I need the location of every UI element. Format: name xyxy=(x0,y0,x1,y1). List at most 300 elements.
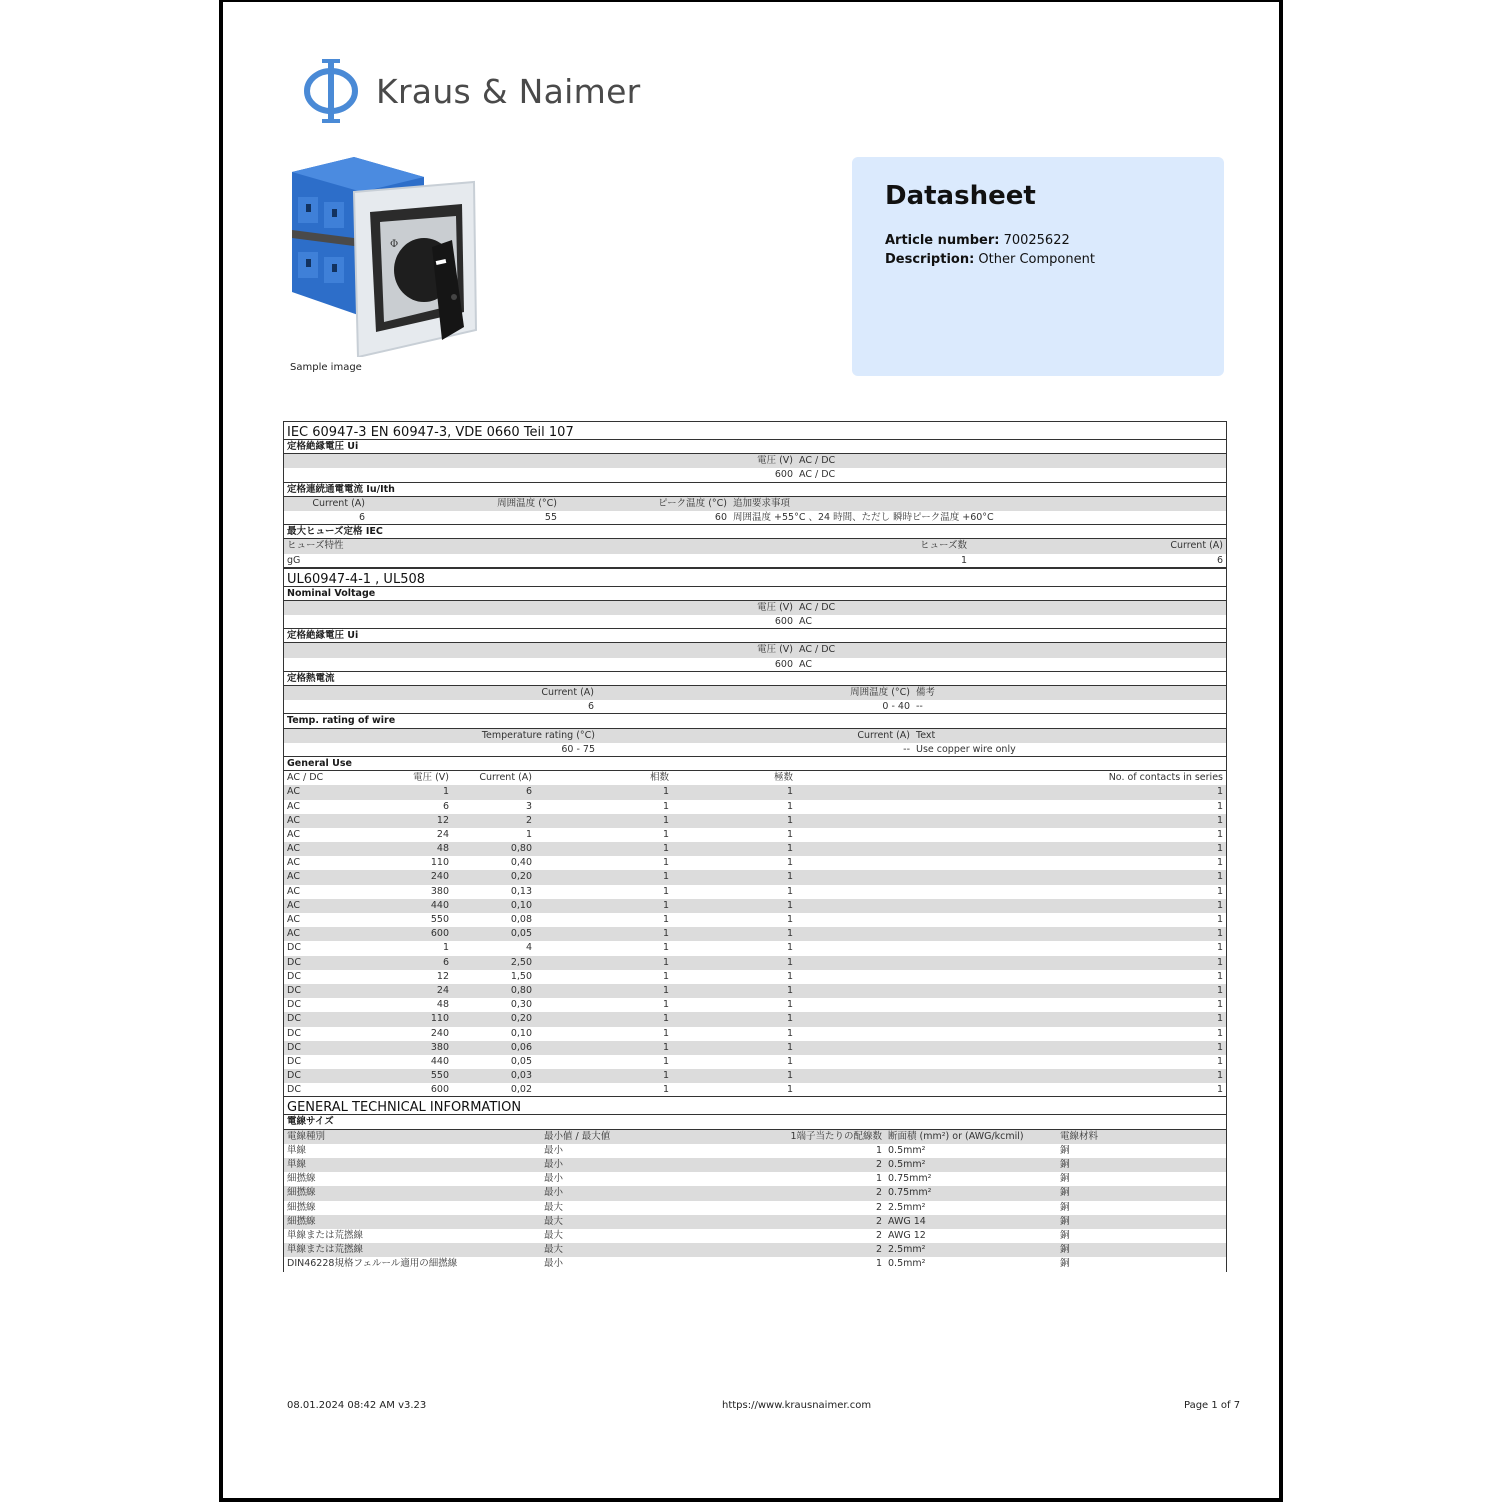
description-label: Description: xyxy=(885,252,975,267)
cell-phases: 1 xyxy=(662,899,669,911)
header-phases: 相数 xyxy=(649,772,669,784)
cell-voltage: 600 xyxy=(430,1084,449,1096)
cell-voltage: 240 xyxy=(430,1027,449,1039)
cell-contacts-in-series: 1 xyxy=(1216,956,1223,968)
table-row xyxy=(283,785,1227,799)
cell-cross-section: 0.75mm² xyxy=(888,1187,932,1199)
cell-ac-dc: AC xyxy=(287,800,300,812)
cell-ac-dc: DC xyxy=(287,1027,301,1039)
cell-contacts-in-series: 1 xyxy=(1216,1041,1223,1053)
cell-wires-per-terminal: 2 xyxy=(875,1187,882,1199)
cell-current: 0,13 xyxy=(510,885,532,897)
cell-current: 0,10 xyxy=(510,899,532,911)
table-row xyxy=(283,1083,1227,1097)
cell-current: 0,30 xyxy=(510,999,532,1011)
cell-current: 2,50 xyxy=(510,956,532,968)
cell-wire-material: 銅 xyxy=(1060,1229,1070,1241)
table-row xyxy=(283,1243,1227,1257)
table-header-row xyxy=(283,601,1227,615)
header-ambient-temp: 周囲温度 (°C) xyxy=(497,497,557,509)
cell-contacts-in-series: 1 xyxy=(1216,928,1223,940)
cell-phases: 1 xyxy=(662,786,669,798)
cell-current: 0,20 xyxy=(510,1013,532,1025)
cell-phases: 1 xyxy=(662,999,669,1011)
table-row xyxy=(283,956,1227,970)
specification-tables xyxy=(283,422,1227,1272)
datasheet-title: Datasheet xyxy=(885,181,1036,211)
header-wire-type: 電線種別 xyxy=(287,1130,326,1142)
article-number-value: 70025622 xyxy=(1003,233,1070,248)
cell-ac-dc: DC xyxy=(287,1084,301,1096)
subsection-title-iec-fuse: 最大ヒューズ定格 IEC xyxy=(283,525,1227,539)
cell-contacts-in-series: 1 xyxy=(1216,899,1223,911)
cell-contacts-in-series: 1 xyxy=(1216,999,1223,1011)
cell-voltage: 24 xyxy=(436,984,449,996)
cell-ac-dc: DC xyxy=(287,1041,301,1053)
cell-poles: 1 xyxy=(786,800,793,812)
cell-contacts-in-series: 1 xyxy=(1216,1070,1223,1082)
table-row xyxy=(283,828,1227,842)
cell-poles: 1 xyxy=(786,1041,793,1053)
header-fuse-characteristic: ヒューズ特性 xyxy=(287,540,344,552)
cell-contacts-in-series: 1 xyxy=(1216,871,1223,883)
table-row xyxy=(283,1229,1227,1243)
cell-poles: 1 xyxy=(786,885,793,897)
cell-voltage: 1 xyxy=(442,942,449,954)
table-header-row xyxy=(283,729,1227,743)
cell-contacts-in-series: 1 xyxy=(1216,843,1223,855)
cell-ac-dc: AC / DC xyxy=(799,469,836,481)
cell-phases: 1 xyxy=(662,871,669,883)
cell-poles: 1 xyxy=(786,814,793,826)
cell-contacts-in-series: 1 xyxy=(1216,828,1223,840)
cell-cross-section: 0.75mm² xyxy=(888,1173,932,1185)
table-row xyxy=(283,511,1227,525)
cell-phases: 1 xyxy=(662,1027,669,1039)
cell-voltage: 380 xyxy=(430,1041,449,1053)
cell-wires-per-terminal: 2 xyxy=(875,1159,882,1170)
cell-voltage: 110 xyxy=(430,857,449,869)
article-number-label: Article number: xyxy=(885,233,1000,248)
description-value: Other Component xyxy=(978,252,1095,267)
cell-current: 6 xyxy=(358,511,365,523)
header-text: Text xyxy=(916,729,936,741)
cell-phases: 1 xyxy=(662,928,669,940)
cell-poles: 1 xyxy=(786,1055,793,1067)
cell-ac-dc: AC xyxy=(287,871,300,883)
cell-wire-type: 単線 xyxy=(287,1144,307,1156)
cell-contacts-in-series: 1 xyxy=(1216,914,1223,925)
table-row xyxy=(283,1055,1227,1069)
cell-current: 0,10 xyxy=(510,1027,532,1039)
brand-name: Kraus & Naimer xyxy=(376,71,641,111)
table-header-row xyxy=(283,643,1227,657)
cell-contacts-in-series: 1 xyxy=(1216,1084,1223,1096)
table-row xyxy=(283,1201,1227,1215)
cell-poles: 1 xyxy=(786,928,793,940)
table-row xyxy=(283,913,1227,927)
table-row xyxy=(283,800,1227,814)
cell-voltage: 6 xyxy=(442,800,449,812)
cell-ac-dc: AC xyxy=(287,885,300,897)
cell-ambient-temp: 0 - 40 xyxy=(882,701,910,713)
table-row xyxy=(283,743,1227,757)
subsection-title-thermal-current: 定格熱電流 xyxy=(283,672,1227,686)
cell-phases: 1 xyxy=(662,814,669,826)
header-ac-dc: AC / DC xyxy=(799,455,836,467)
cell-voltage: 600 xyxy=(430,928,449,940)
table-header-row xyxy=(283,497,1227,511)
cell-ac-dc: AC xyxy=(287,857,300,869)
cell-min-max: 最大 xyxy=(544,1229,564,1241)
cell-contacts-in-series: 1 xyxy=(1216,857,1223,869)
cell-poles: 1 xyxy=(786,956,793,968)
table-row xyxy=(283,700,1227,714)
cell-wire-type: 単線または荒撚線 xyxy=(287,1229,364,1241)
cell-wires-per-terminal: 2 xyxy=(875,1229,882,1241)
header-current: Current (A) xyxy=(1170,540,1223,552)
cell-phases: 1 xyxy=(662,1070,669,1082)
cell-wire-material: 銅 xyxy=(1060,1215,1070,1227)
cell-current: 0,20 xyxy=(510,871,532,883)
cell-current: 0,03 xyxy=(510,1070,532,1082)
table-row xyxy=(283,941,1227,955)
cell-wires-per-terminal: 1 xyxy=(875,1144,882,1156)
datasheet-info-card xyxy=(852,157,1224,376)
subsection-title-iec-iu: 定格連続通電電流 Iu/Ith xyxy=(283,483,1227,497)
header-current: Current (A) xyxy=(541,687,594,698)
table-row xyxy=(283,1172,1227,1186)
cell-contacts-in-series: 1 xyxy=(1216,1013,1223,1025)
section-title-iec: IEC 60947-3 EN 60947-3, VDE 0660 Teil 107 xyxy=(283,421,1227,440)
table-row xyxy=(283,927,1227,941)
cell-wire-type: 細撚線 xyxy=(287,1215,316,1227)
cell-poles: 1 xyxy=(786,984,793,996)
table-row xyxy=(283,1144,1227,1158)
cell-voltage: 48 xyxy=(436,999,449,1011)
cell-voltage: 600 xyxy=(774,616,793,628)
cell-current: 0,80 xyxy=(510,984,532,996)
cell-current: 0,40 xyxy=(510,857,532,869)
cell-current: 6 xyxy=(525,786,532,798)
cell-peak-temp: 60 xyxy=(714,511,727,523)
cell-wires-per-terminal: 1 xyxy=(875,1173,882,1185)
cell-wire-material: 銅 xyxy=(1060,1201,1070,1213)
table-header-row xyxy=(283,771,1227,785)
cell-wire-type: 単線 xyxy=(287,1159,307,1170)
cell-wire-type: 細撚線 xyxy=(287,1187,316,1199)
cell-phases: 1 xyxy=(662,956,669,968)
cell-fuse-characteristic: gG xyxy=(287,554,301,566)
header-additional-requirements: 追加要求事項 xyxy=(733,497,791,509)
subsection-title-general-use: General Use xyxy=(283,757,1227,771)
cell-current: 0,05 xyxy=(510,1055,532,1067)
cell-voltage: 12 xyxy=(436,814,449,826)
table-header-row xyxy=(283,1130,1227,1144)
cell-wire-material: 銅 xyxy=(1060,1173,1070,1185)
section-title-general-technical: GENERAL TECHNICAL INFORMATION xyxy=(283,1096,1227,1115)
cell-voltage: 600 xyxy=(774,469,793,481)
cell-min-max: 最大 xyxy=(544,1215,564,1227)
cell-cross-section: 2.5mm² xyxy=(888,1244,926,1256)
cell-wire-type: DIN46228規格フェルール適用の細撚線 xyxy=(287,1258,458,1270)
cell-current: 3 xyxy=(525,800,532,812)
cell-poles: 1 xyxy=(786,1070,793,1082)
cell-current: 1 xyxy=(525,828,532,840)
cell-current: 0,80 xyxy=(510,843,532,855)
table-row xyxy=(283,870,1227,884)
cell-cross-section: 0.5mm² xyxy=(888,1144,926,1156)
cell-current: 0,06 xyxy=(510,1041,532,1053)
cell-ac-dc: AC xyxy=(287,843,300,855)
header-voltage: 電圧 (V) xyxy=(413,772,449,784)
cell-ac-dc: DC xyxy=(287,1070,301,1082)
cell-wire-material: 銅 xyxy=(1060,1159,1070,1170)
table-row xyxy=(283,1257,1227,1271)
cell-ac-dc: AC xyxy=(287,786,300,798)
header-current: Current (A) xyxy=(479,772,532,784)
cell-poles: 1 xyxy=(786,899,793,911)
cell-current: 0,08 xyxy=(510,914,532,925)
header-ac-dc: AC / DC xyxy=(287,772,324,784)
cell-voltage: 12 xyxy=(436,970,449,982)
header-current: Current (A) xyxy=(312,497,365,509)
table-row xyxy=(283,658,1227,672)
svg-text:Φ: Φ xyxy=(390,239,399,250)
cell-voltage: 6 xyxy=(442,956,449,968)
table-row xyxy=(283,856,1227,870)
table-row xyxy=(283,1041,1227,1055)
table-header-row xyxy=(283,686,1227,700)
cell-wire-material: 銅 xyxy=(1060,1258,1070,1270)
cell-phases: 1 xyxy=(662,843,669,855)
cell-current: 0,05 xyxy=(510,928,532,940)
table-row xyxy=(283,1158,1227,1172)
header-current: Current (A) xyxy=(857,729,910,741)
cell-contacts-in-series: 1 xyxy=(1216,786,1223,798)
cell-current: 1,50 xyxy=(510,970,532,982)
cell-ac-dc: AC xyxy=(287,914,300,925)
cell-phases: 1 xyxy=(662,984,669,996)
table-row xyxy=(283,1012,1227,1026)
cell-voltage: 24 xyxy=(436,828,449,840)
brand-logo xyxy=(302,56,641,126)
cell-contacts-in-series: 1 xyxy=(1216,800,1223,812)
table-row xyxy=(283,885,1227,899)
cell-contacts-in-series: 1 xyxy=(1216,1055,1223,1067)
cell-poles: 1 xyxy=(786,914,793,925)
header-voltage: 電圧 (V) xyxy=(757,601,793,613)
footer-timestamp: 08.01.2024 08:42 AM v3.23 xyxy=(287,1400,427,1411)
subsection-title-nominal-voltage: Nominal Voltage xyxy=(283,587,1227,601)
cell-voltage: 1 xyxy=(442,786,449,798)
header-temp-rating: Temperature rating (°C) xyxy=(481,729,595,741)
cell-ac-dc: DC xyxy=(287,1013,301,1025)
cell-phases: 1 xyxy=(662,914,669,925)
section-title-ul: UL60947-4-1 , UL508 xyxy=(283,568,1227,587)
cell-ac-dc: DC xyxy=(287,956,301,968)
cell-ac-dc: DC xyxy=(287,942,301,954)
header-ac-dc: AC / DC xyxy=(799,644,836,656)
table-row xyxy=(283,970,1227,984)
header-wire-material: 電線材料 xyxy=(1060,1130,1099,1142)
cell-cross-section: 0.5mm² xyxy=(888,1159,926,1170)
cell-ac-dc: AC xyxy=(287,928,300,940)
cell-phases: 1 xyxy=(662,1055,669,1067)
header-ambient-temp: 周囲温度 (°C) xyxy=(850,687,910,698)
subsection-title-iec-ui: 定格絶縁電圧 Ui xyxy=(283,440,1227,454)
cell-ac-dc: DC xyxy=(287,1055,301,1067)
cell-min-max: 最大 xyxy=(544,1244,564,1256)
cell-poles: 1 xyxy=(786,970,793,982)
cell-wire-material: 銅 xyxy=(1060,1187,1070,1199)
cell-temp-rating: 60 - 75 xyxy=(561,743,595,755)
subsection-title-wire-temp: Temp. rating of wire xyxy=(283,714,1227,728)
cell-current: -- xyxy=(903,743,910,755)
header-ac-dc: AC / DC xyxy=(799,601,836,613)
cell-ac-dc: AC xyxy=(287,814,300,826)
cell-ac-dc: DC xyxy=(287,970,301,982)
cell-poles: 1 xyxy=(786,1013,793,1025)
cell-phases: 1 xyxy=(662,970,669,982)
cell-phases: 1 xyxy=(662,857,669,869)
cell-phases: 1 xyxy=(662,942,669,954)
table-row xyxy=(283,615,1227,629)
cell-cross-section: 0.5mm² xyxy=(888,1258,926,1270)
cell-poles: 1 xyxy=(786,942,793,954)
header-voltage: 電圧 (V) xyxy=(757,455,793,467)
cell-voltage: 240 xyxy=(430,871,449,883)
table-row xyxy=(283,814,1227,828)
cell-ambient-temp: 55 xyxy=(544,511,557,523)
cell-phases: 1 xyxy=(662,1013,669,1025)
cell-poles: 1 xyxy=(786,828,793,840)
cell-current: 4 xyxy=(525,942,532,954)
header-poles: 極数 xyxy=(773,772,793,784)
cell-min-max: 最小 xyxy=(544,1258,564,1270)
table-row xyxy=(283,1069,1227,1083)
table-row xyxy=(283,1215,1227,1229)
header-wires-per-terminal: 1端子当たりの配線数 xyxy=(790,1130,882,1142)
cell-min-max: 最小 xyxy=(544,1187,564,1199)
header-min-max: 最小値 / 最大値 xyxy=(544,1130,611,1142)
cell-phases: 1 xyxy=(662,800,669,812)
table-row xyxy=(283,984,1227,998)
phi-symbol-icon xyxy=(302,57,360,125)
table-header-row xyxy=(283,539,1227,553)
cell-min-max: 最大 xyxy=(544,1201,564,1213)
cell-min-max: 最小 xyxy=(544,1144,564,1156)
table-row xyxy=(283,468,1227,482)
cell-current: 2 xyxy=(525,814,532,826)
wire-size-table-body xyxy=(283,1144,1227,1272)
cell-wires-per-terminal: 1 xyxy=(875,1258,882,1270)
cell-contacts-in-series: 1 xyxy=(1216,1027,1223,1039)
cell-poles: 1 xyxy=(786,1027,793,1039)
cell-ac-dc: AC xyxy=(287,828,300,840)
cell-wire-type: 細撚線 xyxy=(287,1201,316,1213)
table-row xyxy=(283,1027,1227,1041)
cell-voltage: 440 xyxy=(430,899,449,911)
cell-cross-section: 2.5mm² xyxy=(888,1201,926,1213)
cell-cross-section: AWG 12 xyxy=(888,1229,926,1241)
cell-ac-dc: AC xyxy=(287,899,300,911)
cell-wire-type: 細撚線 xyxy=(287,1173,316,1185)
cell-remarks: -- xyxy=(916,701,923,713)
cell-phases: 1 xyxy=(662,1084,669,1096)
header-cross-section: 断面積 (mm²) or (AWG/kcmil) xyxy=(888,1130,1024,1142)
cell-min-max: 最小 xyxy=(544,1173,564,1185)
cell-ac-dc: DC xyxy=(287,999,301,1011)
footer-page-number: Page 1 of 7 xyxy=(1184,1400,1241,1411)
header-fuse-count: ヒューズ数 xyxy=(919,540,967,552)
cell-poles: 1 xyxy=(786,871,793,883)
description-line xyxy=(885,252,1095,267)
cell-ac-dc: AC xyxy=(799,616,812,628)
cell-phases: 1 xyxy=(662,1041,669,1053)
cell-wire-material: 銅 xyxy=(1060,1144,1070,1156)
cell-wires-per-terminal: 2 xyxy=(875,1244,882,1256)
cell-additional-requirements: 周囲温度 +55°C 、24 時間、ただし 瞬時ピーク温度 +60°C xyxy=(733,511,994,523)
cell-ac-dc: DC xyxy=(287,984,301,996)
cell-contacts-in-series: 1 xyxy=(1216,942,1223,954)
cell-voltage: 380 xyxy=(430,885,449,897)
cell-wires-per-terminal: 2 xyxy=(875,1215,882,1227)
cell-current: 6 xyxy=(1216,554,1223,566)
cell-min-max: 最小 xyxy=(544,1159,564,1170)
cell-poles: 1 xyxy=(786,1084,793,1096)
cell-contacts-in-series: 1 xyxy=(1216,885,1223,897)
table-row xyxy=(283,998,1227,1012)
article-number-line xyxy=(885,233,1070,248)
cell-current: 0,02 xyxy=(510,1084,532,1096)
sample-image-caption: Sample image xyxy=(290,362,362,373)
footer-url-link[interactable]: https://www.krausnaimer.com xyxy=(722,1400,872,1411)
cell-fuse-count: 1 xyxy=(960,554,967,566)
cell-phases: 1 xyxy=(662,828,669,840)
cell-cross-section: AWG 14 xyxy=(888,1215,926,1227)
cell-phases: 1 xyxy=(662,885,669,897)
cell-poles: 1 xyxy=(786,999,793,1011)
cell-voltage: 110 xyxy=(430,1013,449,1025)
cell-voltage: 600 xyxy=(774,658,793,670)
header-voltage: 電圧 (V) xyxy=(757,644,793,656)
cell-voltage: 48 xyxy=(436,843,449,855)
table-header-row xyxy=(283,454,1227,468)
table-row xyxy=(283,1186,1227,1200)
cell-voltage: 550 xyxy=(430,1070,449,1082)
cell-wire-type: 単線または荒撚線 xyxy=(287,1244,364,1256)
subsection-title-ul-ui: 定格絶縁電圧 Ui xyxy=(283,629,1227,643)
subsection-title-wire-size: 電線サイズ xyxy=(283,1115,1227,1129)
header-peak-temp: ピーク温度 (°C) xyxy=(658,497,727,509)
cell-poles: 1 xyxy=(786,786,793,798)
cell-poles: 1 xyxy=(786,857,793,869)
cell-ac-dc: AC xyxy=(799,658,812,670)
table-row xyxy=(283,554,1227,568)
product-sample-image xyxy=(284,152,480,357)
table-row xyxy=(283,842,1227,856)
cell-wires-per-terminal: 2 xyxy=(875,1201,882,1213)
cell-wire-material: 銅 xyxy=(1060,1244,1070,1256)
cell-poles: 1 xyxy=(786,843,793,855)
cell-contacts-in-series: 1 xyxy=(1216,970,1223,982)
cell-voltage: 440 xyxy=(430,1055,449,1067)
cell-contacts-in-series: 1 xyxy=(1216,984,1223,996)
cell-text: Use copper wire only xyxy=(916,743,1016,755)
general-use-table-body xyxy=(283,785,1227,1097)
cell-voltage: 550 xyxy=(430,914,449,925)
